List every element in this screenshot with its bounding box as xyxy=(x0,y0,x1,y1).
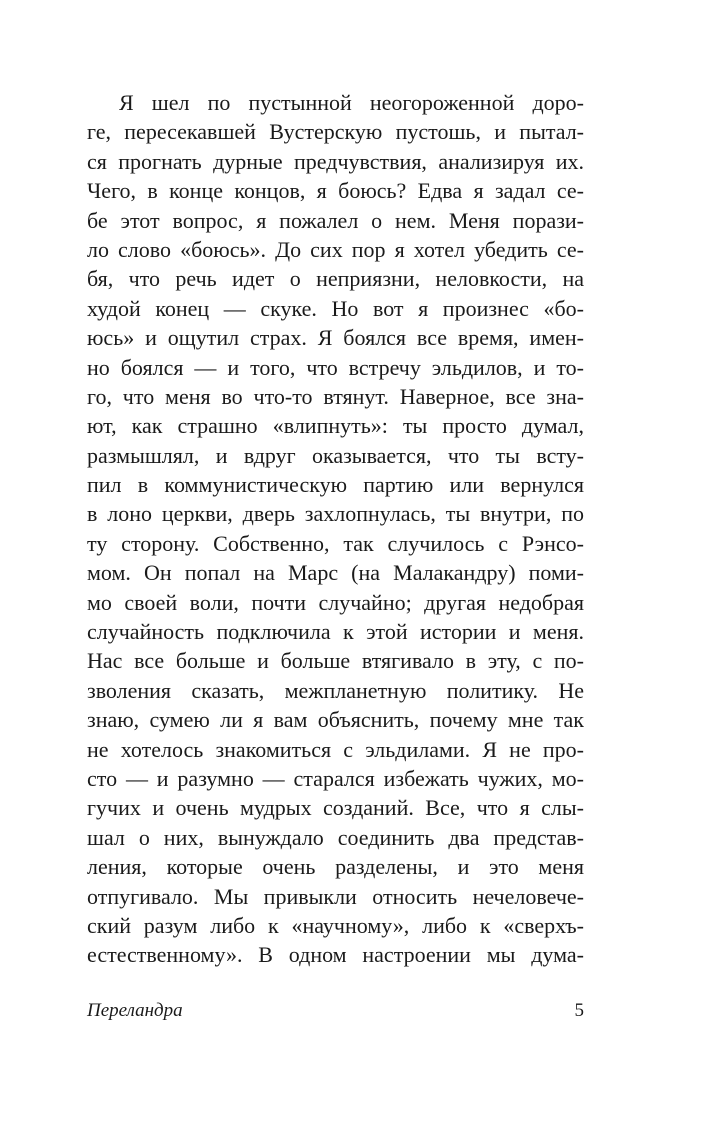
text-line: ления, которые очень разделены, и это меня xyxy=(87,854,584,880)
text-line: не хотелось знакомиться с эльдилами. Я не про- xyxy=(87,736,584,762)
text-line: ский разум либо к «научному», либо к «сверхъ- xyxy=(87,912,584,938)
text-line: го, что меня во что-то втянут. Наверное, все зна- xyxy=(87,383,584,409)
text-line: размышлял, и вдруг оказывается, что ты всту- xyxy=(87,442,584,468)
page-footer xyxy=(87,1000,584,1030)
text-line: ге, пересекавшей Вустерскую пустошь, и пытал- xyxy=(87,119,584,145)
text-line: отпугивало. Мы привыкли относить нечеловече- xyxy=(87,883,584,909)
text-line: гучих и очень мудрых созданий. Все, что я слы- xyxy=(87,795,584,821)
text-line: сто — и разумно — старался избежать чужих, мо- xyxy=(87,765,584,791)
text-line: случайность подключила к этой истории и меня. xyxy=(87,619,584,645)
text-line: но боялся — и того, что встречу эльдилов, и то- xyxy=(87,354,584,380)
text-line: бе этот вопрос, я пожалел о нем. Меня порази- xyxy=(87,207,584,233)
text-line: естественному». В одном настроении мы дума- xyxy=(87,942,584,968)
text-line: худой конец — скуке. Но вот я произнес «бо- xyxy=(87,295,584,321)
text-line: Я шел по пустынной неогороженной доро- xyxy=(119,90,584,115)
text-line: пил в коммунистическую партию или вернулся xyxy=(87,472,584,498)
text-line: зволения сказать, межпланетную политику. Не xyxy=(87,677,584,703)
text-line: ся прогнать дурные предчувствия, анализируя их. xyxy=(87,148,584,174)
text-line: бя, что речь идет о неприязни, неловкости, на xyxy=(87,266,584,292)
text-line: ют, как страшно «влипнуть»: ты просто думал, xyxy=(87,413,584,439)
text-line: мо своей воли, почти случайно; другая недобрая xyxy=(87,589,584,615)
text-line: в лоно церкви, дверь захлопнулась, ты внутри, по xyxy=(87,501,584,527)
text-line: Чего, в конце концов, я боюсь? Едва я задал се- xyxy=(87,178,584,204)
text-line: Нас все больше и больше втягивало в эту, с по- xyxy=(87,648,584,674)
body-text xyxy=(87,88,584,970)
text-line: мом. Он попал на Марс (на Малакандру) поми- xyxy=(87,560,584,586)
text-line: ло слово «боюсь». До сих пор я хотел убедить се- xyxy=(87,236,584,262)
text-line: знаю, сумею ли я вам объяснить, почему мне так xyxy=(87,707,584,733)
running-title: Переландра xyxy=(87,1000,183,1021)
text-line: шал о них, вынуждало соединить два представ- xyxy=(87,824,584,850)
text-line: юсь» и ощутил страх. Я боялся все время, имен- xyxy=(87,325,584,351)
text-line: ту сторону. Собственно, так случилось с Рэнсо- xyxy=(87,530,584,556)
page-number: 5 xyxy=(574,1000,584,1021)
